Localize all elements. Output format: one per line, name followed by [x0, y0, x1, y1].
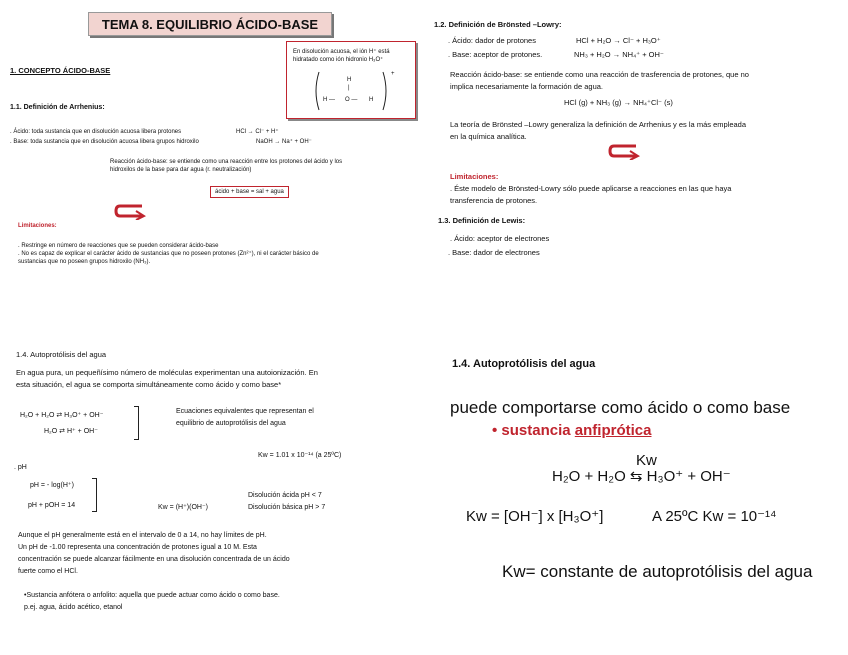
bl-theory-2: en la química analítica. [450, 132, 527, 141]
arrhenius-acid: . Ácido: toda sustancia que en disolución acuosa libera protones [10, 129, 182, 135]
ion-h-top: H [347, 77, 352, 83]
kw-at-25c: A 25ºC Kw = 10⁻¹⁴ [652, 508, 777, 525]
section-1-1-heading: 1.1. Definición de Arrhenius: [10, 104, 105, 111]
arrhenius-base: . Base: toda sustancia que en disolución acuosa libera grupos hidroxilo [10, 139, 199, 145]
ion-bond: | [348, 85, 350, 91]
equation-1: H₂O + H₂O ⇄ H₃O⁺ + OH⁻ [20, 412, 104, 419]
amphiprotic-bullet: • sustancia anfiprótica [492, 422, 652, 439]
reaction-text-2: hidroxilos de la base para dar agua (r. neutralización) [110, 167, 252, 173]
curved-arrow-icon-2 [608, 142, 640, 160]
arrhenius-base-eq: NaOH → Na⁺ + OH⁻ [256, 139, 312, 145]
intro-text-1: En agua pura, un pequeñísimo número de moléculas experimentan una autoionización. En [16, 368, 318, 377]
neutralization-box: ácido + base = sal + agua [210, 186, 289, 198]
acid-solution: Disolución ácida pH < 7 [248, 492, 322, 499]
reaction-text-1: Reacción ácido-base: se entiende como una reacción entre los protones del ácido y los [110, 159, 343, 165]
bl-base-eq: NH₃ + H₂O → NH₄⁺ + OH⁻ [574, 50, 664, 59]
arrhenius-acid-eq: HCl → Cl⁻ + H⁺ [236, 129, 279, 135]
kw-value: Kw = 1.01 x 10⁻¹⁴ (a 25ºC) [258, 452, 342, 459]
ion-o: O — [345, 97, 358, 103]
equation-2: H₂O ⇄ H⁺ + OH⁻ [44, 428, 98, 435]
kw-definition: Kw= constante de autoprotólisis del agua [502, 562, 813, 581]
bl-limitations-heading: Limitaciones: [450, 172, 499, 181]
ph-heading: . pH [14, 464, 27, 471]
equations-desc-1: Ecuaciones equivalentes que representan el [176, 408, 314, 415]
ion-h-left: H — [323, 97, 335, 103]
behaves-as-acid-base: puede comportarse como ácido o como base [450, 398, 791, 417]
basic-solution: Disolución básica pH > 7 [248, 504, 326, 511]
lewis-base: . Base: dador de electrones [448, 248, 540, 257]
bl-reaction-2: implica necesariamente la formación de agua. [450, 82, 603, 91]
autoprotolysis-heading-left: 1.4. Autoprotólisis del agua [16, 350, 107, 359]
autoprotolysis-equation: H₂O + H₂O ⇆ H₃O⁺ + OH⁻ [552, 468, 731, 485]
bl-base: . Base: aceptor de protones. [448, 50, 543, 59]
ph-note-1: Aunque el pH generalmente está en el intervalo de 0 a 14, no hay límites de pH. [18, 532, 267, 539]
kw-label: Kw [636, 452, 657, 469]
ion-h-right: H [369, 97, 374, 103]
section-1-heading: 1. CONCEPTO ÁCIDO-BASE [10, 66, 111, 75]
lewis-acid: . Ácido: aceptor de electrones [450, 234, 550, 243]
ion-text-1: En disolución acuosa, el ión H⁺ está [293, 49, 390, 55]
limitation-2: . No es capaz de explicar el carácter ácido de sustancias que no poseen protones (Zn²⁺), ni el carácter básico de [18, 251, 319, 257]
curved-arrow-icon [114, 202, 146, 220]
ph-sum: pH + pOH = 14 [28, 502, 76, 509]
kw-expression: Kw = [OH⁻] x [H₃O⁺] [466, 508, 604, 525]
amphoteric-examples: p.ej. agua, ácido acético, etanol [24, 604, 123, 611]
bl-acid: . Ácido: dador de protones [448, 36, 536, 45]
ph-note-2: Un pH de -1.00 representa una concentración de protones igual a 10 M. Esta [18, 544, 257, 551]
equations-brace [134, 406, 139, 440]
ph-note-4: fuerte como el HCl. [18, 568, 78, 575]
limitation-1: . Restringe en número de reacciones que se pueden considerar ácido-base [18, 243, 219, 249]
bl-limitation-2: transferencia de protones. [450, 196, 538, 205]
ph-brace [92, 478, 97, 512]
intro-text-2: esta situación, el agua se comporta simultáneamente como ácido y como base* [16, 380, 282, 389]
ph-definition: pH = - log(H⁺) [30, 482, 74, 489]
bl-reaction-eq: HCl (g) + NH₃ (g) → NH₄⁺Cl⁻ (s) [564, 98, 673, 107]
limitation-3: sustancias que no poseen grupos hidroxilo (NH₃). [18, 259, 151, 265]
amphoteric-def: •Sustancia anfótera o anfolito: aquella que puede actuar como ácido o como base. [24, 592, 280, 599]
kw-product: Kw = (H⁺)(OH⁻) [158, 504, 208, 511]
autoprotolysis-heading-right: 1.4. Autoprotólisis del agua [452, 358, 596, 370]
bl-limitation-1: . Éste modelo de Brönsted-Lowry sólo puede aplicarse a reacciones en las que haya [450, 184, 732, 193]
page-title: TEMA 8. EQUILIBRIO ÁCIDO-BASE [88, 12, 332, 36]
ph-note-3: concentración se puede alcanzar fácilmente en una disolución concentrada de un ácido [18, 556, 290, 563]
bl-acid-eq: HCl + H₂O → Cl⁻ + H₃O⁺ [576, 36, 661, 45]
bl-reaction-1: Reacción ácido-base: se entiende como una reacción de trasferencia de protones, que no [450, 70, 749, 79]
hydronium-box [286, 41, 416, 119]
ion-charge: + [391, 71, 395, 77]
section-1-3-heading: 1.3. Definición de Lewis: [438, 216, 526, 225]
bl-theory-1: La teoría de Brönsted –Lowry generaliza la definición de Arrhenius y es la más empleada [450, 120, 747, 129]
equations-desc-2: equilibrio de autoprotólisis del agua [176, 420, 286, 427]
limitations-heading: Limitaciones: [18, 223, 57, 229]
hydronium-structure [311, 68, 391, 114]
ion-text-2: hidratado como ión hidronio H₃O⁺ [293, 57, 384, 63]
section-1-2-heading: 1.2. Definición de Brönsted –Lowry: [434, 20, 562, 29]
